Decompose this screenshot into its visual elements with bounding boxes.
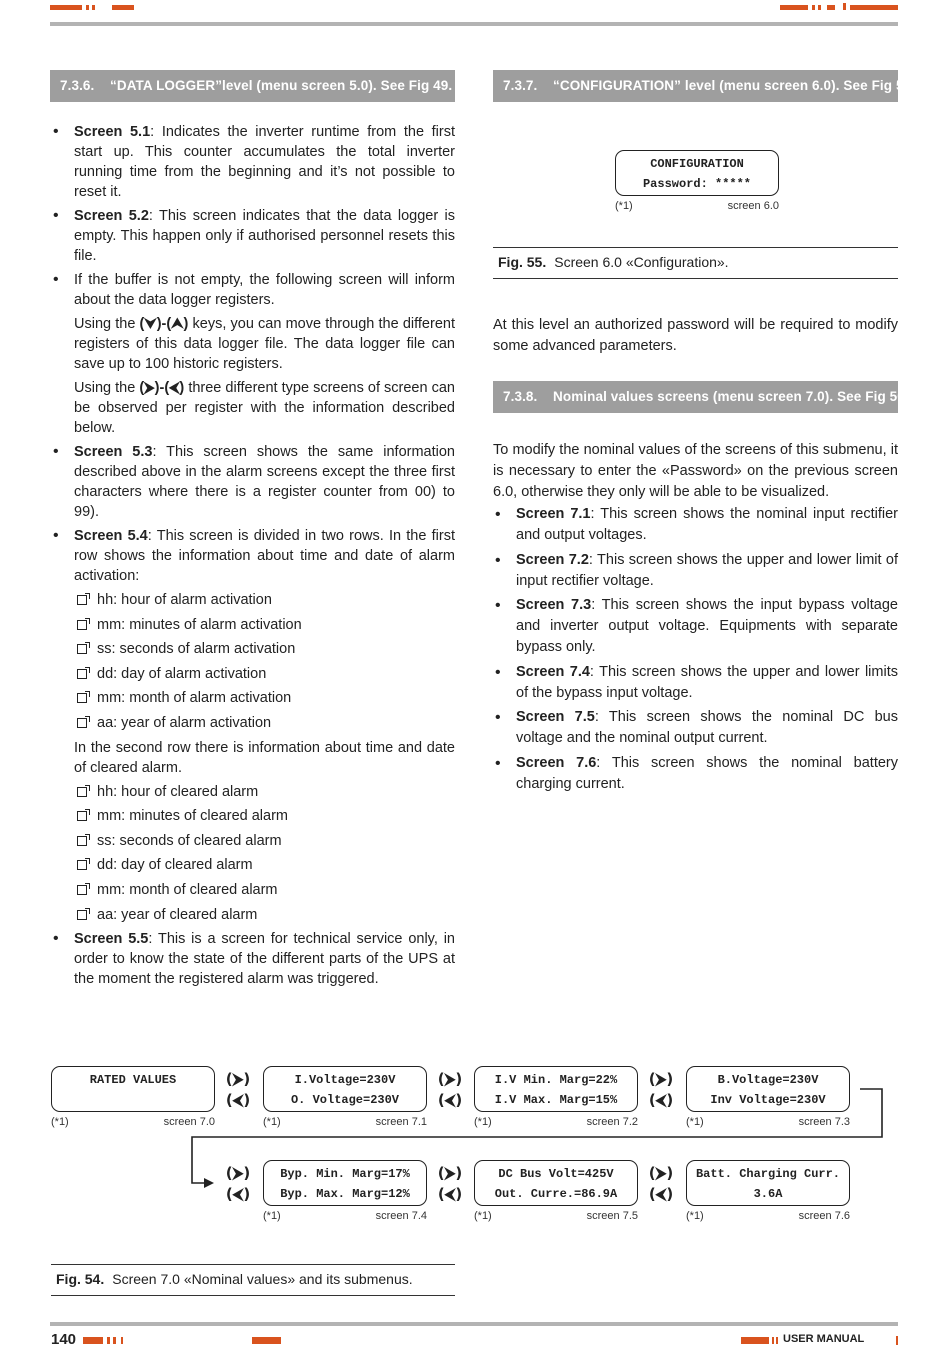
checkbox-item: ss: seconds of alarm activation xyxy=(51,639,455,659)
checkbox-item: hh: hour of cleared alarm xyxy=(51,782,455,802)
footer-deco-tick xyxy=(121,1337,123,1344)
checkbox-icon xyxy=(77,885,87,895)
section-header-7-3-6 xyxy=(50,70,455,102)
footer-deco-tick xyxy=(896,1336,898,1345)
left-column xyxy=(51,122,455,989)
figure-caption-55: Fig. 55. Screen 6.0 «Configuration». xyxy=(493,247,898,279)
arrow-right-icon: (⮞) xyxy=(225,1070,251,1088)
footer-deco-tick xyxy=(107,1337,110,1344)
nominal-section-body xyxy=(493,440,898,795)
arrow-right-icon: (⮞) xyxy=(648,1164,674,1182)
checkbox-item: mm: minutes of alarm activation xyxy=(51,615,455,635)
section-title: “DATA LOGGER”level (menu screen 5.0). See Fig 49. xyxy=(110,78,453,93)
top-deco-bar xyxy=(780,5,808,10)
arrow-left-icon: (⮜) xyxy=(437,1185,463,1203)
arrow-left-icon: (⮜) xyxy=(225,1185,251,1203)
arrow-right-icon: (⮞) xyxy=(437,1070,463,1088)
screen-label: screen 7.6 xyxy=(798,1210,850,1222)
arrow-left-icon: (⮜) xyxy=(225,1091,251,1109)
checkbox-icon xyxy=(77,860,87,870)
lcd-screen-7-3: B.Voltage=230V Inv Voltage=230V xyxy=(686,1066,850,1112)
page-number: 140 xyxy=(51,1331,77,1348)
bottom-rule xyxy=(50,1322,898,1326)
footnote-mark: (*1) xyxy=(51,1116,69,1128)
paragraph: In the second row there is information about time and date of cleared alarm. xyxy=(74,739,455,776)
screen-label: screen 7.1 xyxy=(375,1116,427,1128)
paragraph: To modify the nominal values of the screens of this submenu, it is necessary to enter the «Password» on the previous screen 6.0, otherwise they only will be able to be visualized. xyxy=(493,442,898,500)
top-deco-bar xyxy=(50,5,82,10)
arrow-left-icon: (⮜) xyxy=(648,1185,674,1203)
arrow-left-icon: (⮜) xyxy=(648,1091,674,1109)
lcd-screen-7-0: RATED VALUES xyxy=(51,1066,215,1112)
screen-label: screen 7.5 xyxy=(586,1210,638,1222)
footer-deco-bar xyxy=(741,1337,769,1344)
checkbox-item: mm: month of alarm activation xyxy=(51,688,455,708)
section-header-7-3-8 xyxy=(493,381,909,413)
lcd-configuration-screen xyxy=(615,150,779,196)
top-deco-tick xyxy=(843,3,846,10)
list-item: • Screen 5.4: This screen is divided in two rows. In the first row shows the information about time and date of alarm activation: xyxy=(51,526,455,586)
checkbox-icon xyxy=(77,693,87,703)
footer-label: USER MANUAL xyxy=(783,1333,865,1345)
footer-deco-tick xyxy=(772,1337,774,1344)
top-rule xyxy=(50,22,898,26)
screen-label: screen 6.0 xyxy=(727,200,779,212)
lcd-screen-7-2: I.V Min. Marg=22% I.V Max. Marg=15% xyxy=(474,1066,638,1112)
checkbox-icon xyxy=(77,644,87,654)
screen-label: screen 7.0 xyxy=(163,1116,215,1128)
footnote-mark: (*1) xyxy=(615,200,633,212)
paragraph: Using the (⮟)-(⮝) keys, you can move through the different registers of this data logger file. The data logger file can save up to 100 historic registers. xyxy=(74,316,455,372)
config-paragraph: At this level an authorized password will be required to modify some advanced parameters. xyxy=(493,317,898,354)
section-number: 7.3.8. xyxy=(503,389,538,404)
checkbox-icon xyxy=(77,595,87,605)
paragraph: Using the (⮞)-(⮜) three different type screens of screen can be observed per register with the information described below. xyxy=(74,380,455,436)
footnote-mark: (*1) xyxy=(263,1210,281,1222)
list-item: • Screen 7.3: This screen shows the input bypass voltage and inverter output voltage. Equipments with separate bypass only. xyxy=(493,595,898,658)
footer-deco-bar xyxy=(83,1337,103,1344)
list-item: • Screen 7.6: This screen shows the nominal battery charging current. xyxy=(493,753,898,795)
up-down-keys: (⮟)-(⮝) xyxy=(139,316,189,332)
lcd-screen-7-1: I.Voltage=230V O. Voltage=230V xyxy=(263,1066,427,1112)
checkbox-item: mm: minutes of cleared alarm xyxy=(51,806,455,826)
top-deco-bar xyxy=(850,5,898,10)
footnote-mark: (*1) xyxy=(686,1116,704,1128)
list-item: • Screen 7.4: This screen shows the upper and lower limits of the bypass input voltage. xyxy=(493,662,898,704)
checkbox-item: hh: hour of alarm activation xyxy=(51,590,455,610)
checkbox-icon xyxy=(77,910,87,920)
screen-label: screen 7.3 xyxy=(798,1116,850,1128)
top-deco-tick xyxy=(818,5,821,10)
lcd-line: Password: ***** xyxy=(642,177,752,191)
list-item: • Screen 5.3: This screen shows the same information described above in the alarm screens except the three first characters where there is a register counter from 00) to 99). xyxy=(51,442,455,522)
left-right-keys: (⮞)-(⮜) xyxy=(139,380,185,396)
checkbox-item: ss: seconds of cleared alarm xyxy=(51,831,455,851)
lcd-screen-7-4: Byp. Min. Marg=17% Byp. Max. Marg=12% xyxy=(263,1160,427,1206)
list-item: • Screen 5.5: This is a screen for technical service only, in order to know the state of the different parts of the UPS at the moment the registered alarm was triggered. xyxy=(51,929,455,989)
checkbox-icon xyxy=(77,620,87,630)
arrow-right-icon: (⮞) xyxy=(437,1164,463,1182)
figure-caption-54: Fig. 54. Screen 7.0 «Nominal values» and its submenus. xyxy=(51,1264,455,1296)
footnote-mark: (*1) xyxy=(474,1210,492,1222)
lcd-screen-7-5: DC Bus Volt=425V Out. Curre.=86.9A xyxy=(474,1160,638,1206)
checkbox-icon xyxy=(77,811,87,821)
screen-label: screen 7.4 xyxy=(375,1210,427,1222)
top-deco-bar xyxy=(112,5,134,10)
list-item: • Screen 7.5: This screen shows the nominal DC bus voltage and the nominal output current. xyxy=(493,707,898,749)
lcd-line: CONFIGURATION xyxy=(650,157,744,171)
section-number: 7.3.6. xyxy=(60,78,95,93)
footnote-mark: (*1) xyxy=(263,1116,281,1128)
list-item: • If the buffer is not empty, the following screen will inform about the data logger registers. xyxy=(51,270,455,310)
footnote-mark: (*1) xyxy=(686,1210,704,1222)
checkbox-icon xyxy=(77,836,87,846)
checkbox-icon xyxy=(77,718,87,728)
list-item: • Screen 7.1: This screen shows the nominal input rectifier and output voltages. xyxy=(493,504,898,546)
arrow-right-icon: (⮞) xyxy=(648,1070,674,1088)
checkbox-icon xyxy=(77,669,87,679)
section-number: 7.3.7. xyxy=(503,78,538,93)
checkbox-item: aa: year of alarm activation xyxy=(51,713,455,733)
checkbox-item: dd: day of alarm activation xyxy=(51,664,455,684)
top-deco-tick xyxy=(92,5,95,10)
list-item: • Screen 5.1: Indicates the inverter runtime from the first start up. This counter accumulates the total inverter running time from the beginning and it’s not possible to reset it. xyxy=(51,122,455,202)
section-title: “CONFIGURATION” level (menu screen 6.0). See Fig 51. xyxy=(553,78,916,93)
footer-deco-bar xyxy=(252,1337,281,1344)
arrow-right-icon: (⮞) xyxy=(225,1164,251,1182)
cleared-list xyxy=(51,782,455,925)
checkbox-item: dd: day of cleared alarm xyxy=(51,855,455,875)
top-deco-tick xyxy=(827,5,835,10)
checkbox-icon xyxy=(77,787,87,797)
checkbox-item: mm: month of cleared alarm xyxy=(51,880,455,900)
activation-list xyxy=(51,590,455,733)
section-header-7-3-7 xyxy=(493,70,916,102)
footnote-mark: (*1) xyxy=(474,1116,492,1128)
list-item: • Screen 5.2: This screen indicates that the data logger is empty. This happen only if authorised personnel resets this file. xyxy=(51,206,455,266)
screen-label: screen 7.2 xyxy=(586,1116,638,1128)
checkbox-item: aa: year of cleared alarm xyxy=(51,905,455,925)
section-title: Nominal values screens (menu screen 7.0). See Fig 50. xyxy=(553,389,909,404)
top-deco-tick xyxy=(86,5,89,10)
list-item: • Screen 7.2: This screen shows the upper and lower limit of input rectifier voltage. xyxy=(493,550,898,592)
footer-deco-tick xyxy=(776,1337,778,1344)
arrow-left-icon: (⮜) xyxy=(437,1091,463,1109)
footer-deco-tick xyxy=(113,1337,116,1344)
top-deco-tick xyxy=(812,5,815,10)
lcd-screen-7-6: Batt. Charging Curr. 3.6A xyxy=(686,1160,850,1206)
